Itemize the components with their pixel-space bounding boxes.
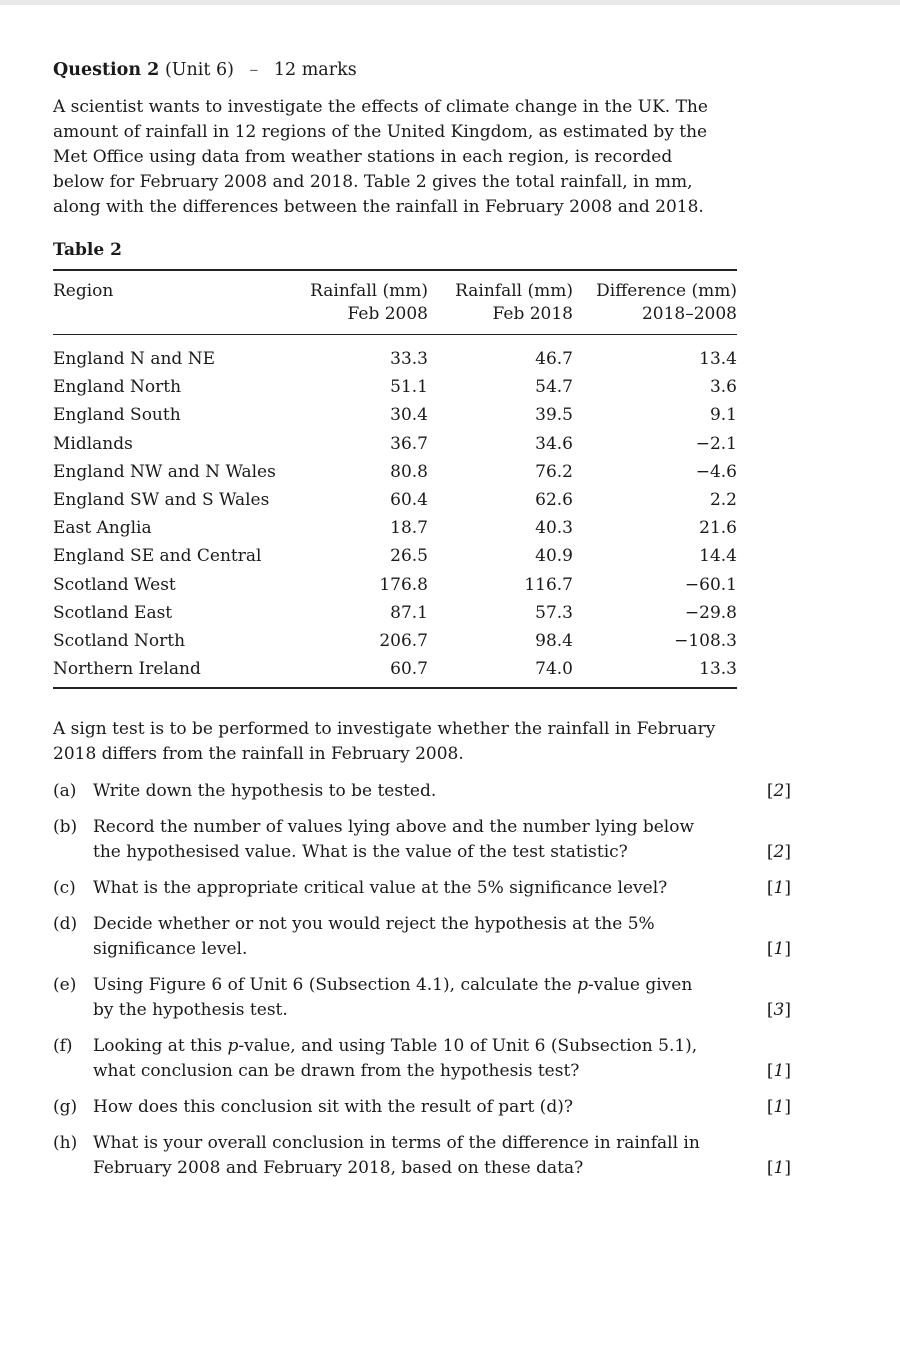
- part-marks: [2]: [766, 842, 791, 863]
- feb2018-cell: 57.3: [535, 602, 573, 623]
- question-part: [53, 1095, 791, 1120]
- difference-cell: 21.6: [699, 518, 737, 539]
- region-cell: England South: [53, 405, 181, 426]
- table-row: [53, 430, 737, 458]
- part-text-segment: What is your overall conclusion in terms of the difference in rainfall in February 2008 and February 2018, based on these data?: [93, 1133, 700, 1179]
- top-border: [0, 0, 900, 5]
- difference-cell: −2.1: [695, 433, 737, 454]
- question-part: [53, 1034, 791, 1084]
- question-heading: [53, 58, 793, 83]
- question-part: [53, 912, 791, 962]
- part-text-segment: What is the appropriate critical value at the 5% significance level?: [93, 878, 668, 899]
- region-cell: East Anglia: [53, 518, 152, 539]
- table-row: [53, 401, 737, 429]
- question-part: [53, 1131, 791, 1181]
- region-cell: England NW and N Wales: [53, 461, 276, 482]
- difference-cell: 3.6: [709, 377, 737, 398]
- part-marks-value: 1: [773, 1158, 785, 1179]
- table-row: [53, 627, 737, 655]
- question-number: Question 2: [53, 60, 160, 80]
- feb2018-cell: 62.6: [535, 490, 573, 511]
- difference-cell: −29.8: [684, 602, 737, 623]
- part-text: [93, 1131, 709, 1181]
- region-cell: England SE and Central: [53, 546, 262, 567]
- part-text: [93, 973, 709, 1023]
- table-caption: Table 2: [53, 240, 122, 260]
- header-difference-line2: 2018–2008: [641, 304, 737, 324]
- question-parts: [53, 779, 791, 1181]
- part-marks: [1]: [766, 878, 791, 899]
- table-row: [53, 542, 737, 570]
- part-marks-value: 2: [773, 842, 785, 863]
- part-marks-value: 2: [773, 781, 785, 802]
- part-text: [93, 1095, 709, 1120]
- part-marks-value: 1: [773, 878, 785, 899]
- question-part: [53, 815, 791, 865]
- table-row: [53, 373, 737, 401]
- difference-cell: −108.3: [674, 631, 737, 652]
- difference-cell: 13.3: [699, 659, 737, 680]
- header-difference-line1: Difference (mm): [596, 281, 737, 301]
- difference-cell: −60.1: [684, 574, 737, 595]
- feb2008-cell: 87.1: [390, 602, 428, 623]
- part-marks-value: 3: [773, 1000, 785, 1021]
- region-cell: Scotland West: [53, 574, 176, 595]
- part-label: (h): [53, 1133, 78, 1154]
- feb2008-cell: 176.8: [379, 574, 428, 595]
- region-cell: England North: [53, 377, 182, 398]
- part-label: (d): [53, 914, 78, 935]
- part-text-segment: Record the number of values lying above and the number lying below the hypothesised value. What is the value of the test statistic?: [93, 817, 695, 863]
- region-cell: Scotland North: [53, 631, 186, 652]
- feb2018-cell: 54.7: [535, 377, 573, 398]
- part-marks: [1]: [766, 939, 791, 960]
- part-marks: [3]: [766, 1000, 791, 1021]
- region-cell: England N and NE: [53, 349, 215, 369]
- table-row: [53, 458, 737, 486]
- header-feb2018-line1: Rainfall (mm): [455, 281, 573, 301]
- part-marks-value: 1: [773, 939, 785, 960]
- feb2008-cell: 26.5: [390, 546, 428, 567]
- part-marks-value: 1: [773, 1097, 785, 1118]
- region-cell: Scotland East: [53, 602, 173, 623]
- table-row: [53, 335, 737, 374]
- part-text: [93, 876, 709, 901]
- question-part: [53, 876, 791, 901]
- question-part: [53, 973, 791, 1023]
- feb2018-cell: 40.3: [535, 518, 573, 539]
- difference-cell: 13.4: [699, 349, 737, 369]
- part-marks-value: 1: [773, 1061, 785, 1082]
- part-label: (b): [53, 817, 78, 838]
- part-text-segment: Decide whether or not you would reject the hypothesis at the 5% significance level.: [93, 914, 655, 960]
- table-header: [53, 270, 737, 335]
- part-text-segment: -value, and using Table 10 of Unit 6 (Subsection 5.1), what conclusion can be drawn from the hypothesis test?: [93, 1036, 698, 1082]
- part-text-segment: p: [577, 975, 589, 996]
- table-row: [53, 514, 737, 542]
- question-page: [53, 58, 793, 1192]
- part-label: (c): [53, 878, 76, 899]
- feb2018-cell: 46.7: [535, 349, 573, 369]
- part-label: (e): [53, 975, 77, 996]
- feb2008-cell: 51.1: [390, 377, 428, 398]
- heading-dash: –: [249, 60, 259, 80]
- table-body: [53, 335, 737, 689]
- rainfall-table: [53, 269, 737, 689]
- intro-paragraph: A scientist wants to investigate the effects of climate change in the UK. The amount of rainfall in 12 regions of the United Kingdom, as estimated by the Met Office using data from weather stations in each region, is recorded below for February 2008 and 2018. Table 2 gives the total rainfall, in mm, along with the differences between the rainfall in February 2008 and 2018.: [53, 97, 708, 217]
- question-unit: (Unit 6): [164, 60, 234, 80]
- part-label: (g): [53, 1097, 78, 1118]
- table-row: [53, 486, 737, 514]
- feb2008-cell: 18.7: [390, 518, 428, 539]
- part-text-segment: Looking at this: [93, 1036, 228, 1057]
- header-feb2008-line1: Rainfall (mm): [310, 281, 428, 301]
- feb2008-cell: 60.7: [390, 659, 428, 680]
- part-text-segment: p: [227, 1036, 239, 1057]
- part-label: (f): [53, 1036, 73, 1057]
- table-row: [53, 655, 737, 688]
- question-marks: 12 marks: [273, 60, 357, 80]
- feb2008-cell: 60.4: [390, 490, 428, 511]
- part-text-segment: -value given by the hypothesis test.: [93, 975, 693, 1021]
- feb2018-cell: 39.5: [535, 405, 573, 426]
- difference-cell: 14.4: [699, 546, 737, 567]
- part-marks: [2]: [766, 781, 791, 802]
- feb2018-cell: 116.7: [524, 574, 573, 595]
- feb2018-cell: 74.0: [535, 659, 573, 680]
- difference-cell: 9.1: [709, 405, 737, 426]
- feb2018-cell: 98.4: [535, 631, 573, 652]
- feb2008-cell: 36.7: [390, 433, 428, 454]
- sign-test-paragraph: A sign test is to be performed to investigate whether the rainfall in February 2018 differs from the rainfall in February 2008.: [53, 719, 716, 765]
- part-text-segment: How does this conclusion sit with the result of part (d)?: [93, 1097, 573, 1118]
- feb2008-cell: 206.7: [379, 631, 428, 652]
- feb2008-cell: 80.8: [390, 461, 428, 482]
- table-row: [53, 571, 737, 599]
- region-cell: England SW and S Wales: [53, 490, 270, 511]
- region-cell: Midlands: [53, 433, 133, 454]
- feb2008-cell: 33.3: [390, 349, 428, 369]
- question-part: [53, 779, 791, 804]
- part-text: [93, 779, 709, 804]
- difference-cell: −4.6: [695, 461, 737, 482]
- region-cell: Northern Ireland: [53, 659, 201, 680]
- feb2018-cell: 40.9: [535, 546, 573, 567]
- difference-cell: 2.2: [709, 490, 737, 511]
- table-row: [53, 599, 737, 627]
- part-text-segment: Using Figure 6 of Unit 6 (Subsection 4.1), calculate the: [93, 975, 578, 996]
- part-text: [93, 912, 709, 962]
- part-marks: [1]: [766, 1158, 791, 1179]
- header-feb2008-line2: Feb 2008: [347, 304, 428, 324]
- part-marks: [1]: [766, 1097, 791, 1118]
- part-marks: [1]: [766, 1061, 791, 1082]
- feb2008-cell: 30.4: [390, 405, 428, 426]
- part-text-segment: Write down the hypothesis to be tested.: [93, 781, 437, 802]
- header-region: Region: [53, 281, 114, 301]
- part-label: (a): [53, 781, 77, 802]
- header-feb2018-line2: Feb 2018: [492, 304, 573, 324]
- part-text: [93, 1034, 709, 1084]
- part-text: [93, 815, 709, 865]
- feb2018-cell: 34.6: [535, 433, 573, 454]
- feb2018-cell: 76.2: [535, 461, 573, 482]
